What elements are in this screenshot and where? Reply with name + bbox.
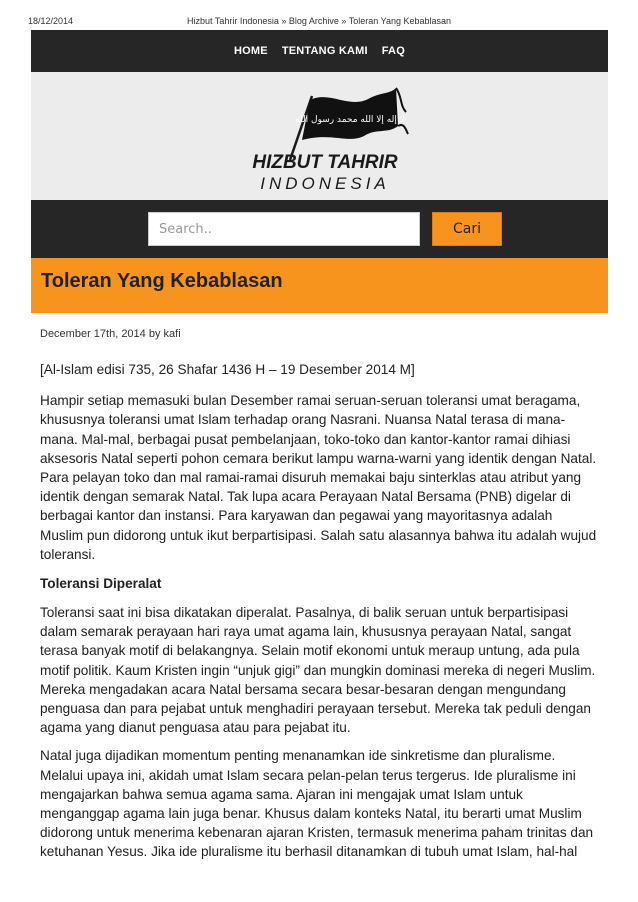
- search-bar: [31, 200, 608, 258]
- post-subheading: Toleransi Diperalat: [40, 576, 162, 592]
- flag-text: لا إله إلا الله محمد رسول الله: [295, 115, 405, 125]
- print-date: 18/12/2014: [28, 16, 74, 26]
- logo-line2: INDONESIA: [260, 174, 390, 193]
- nav-home[interactable]: HOME: [234, 45, 268, 57]
- page: [31, 30, 608, 902]
- post-content: [31, 328, 608, 862]
- top-nav: [31, 30, 608, 72]
- flag-icon: [302, 88, 398, 140]
- print-page-title: Hizbut Tahrir Indonesia » Blog Archive » Toleran Yang Kebablasan: [186, 16, 451, 26]
- post-meta: December 17th, 2014 by kafi: [40, 328, 181, 340]
- post-paragraph: Toleransi saat ini bisa dikatakan diperalat. Pasalnya, di balik seruan untuk berpartisipasi dalam semarak perayaan hari raya umat agama lain, khususnya perayaan Natal, sangat terasa banyak motif di belakangnya. Selain motif ekonomi untuk meraup untung, ada pula motif politik. Kaum Kristen ingin “unjuk gigi” dan mungkin dominasi mereka di negeri Muslim. Mereka mengadakan acara Natal bersama secara besar-besaran dengan mengundang penguasa dan para pejabat untuk menghadiri perayaan tersebut. Mereka tak peduli dengan agama yang dianut penguasa atau para pejabat itu.: [40, 605, 596, 736]
- nav-faq[interactable]: FAQ: [381, 45, 405, 57]
- search-button[interactable]: Cari: [432, 212, 502, 246]
- post-source: [Al-Islam edisi 735, 26 Shafar 1436 H – 19 Desember 2014 M]: [40, 362, 415, 377]
- site-logo[interactable]: [240, 82, 410, 194]
- post-paragraph: Hampir setiap memasuki bulan Desember ramai seruan-seruan toleransi umat beragama, khususnya toleransi umat Islam terhadap orang Nasrani. Nuansa Natal terasa di mana-mana. Mal-mal, berbagai pusat pembelanjaan, toko-toko dan kantor-kantor ramai dihiasi aksesoris Natal seperti pohon cemara berikut lampu warna-warni yang identik dengan Natal. Para pelayan toko dan mal ramai-ramai disuruh memakai baju sinterklas atau atribut yang identik dengan semarak Natal. Tak lupa acara Perayaan Natal Bersama (PNB) digelar di berbagai kantor dan instansi. Para karyawan dan pegawai yang mayoritasnya adalah Muslim pun didorong untuk ikut berpartisipasi. Salah satu alasannya bahwa itu adalah wujud toleransi.: [40, 393, 597, 562]
- logo-line1: HIZBUT TAHRIR: [252, 152, 398, 173]
- title-band: [31, 258, 608, 313]
- print-header: [0, 0, 638, 30]
- nav-tentang-kami[interactable]: TENTANG KAMI: [281, 45, 368, 57]
- post-paragraph: Natal juga dijadikan momentum penting menanamkan ide sinkretisme dan pluralisme. Melalui upaya ini, akidah umat Islam secara pelan-pelan terus tergerus. Ide pluralisme ini mengajarkan bahwa semua agama sama. Ajaran ini mengajak umat Islam untuk menganggap agama lain juga benar. Khusus dalam konteks Natal, itu berarti umat Muslim didorong untuk menerima kebenaran ajaran Kristen, termasuk menerima paham trinitas dan ketuhanan Yesus. Jika ide pluralisme itu berhasil ditanamkan di tubuh umat Islam, hal-hal: [40, 748, 594, 860]
- flag-ribbon: [396, 88, 406, 112]
- flag-ribbon: [398, 125, 408, 134]
- header-banner: [31, 72, 608, 200]
- post-title: Toleran Yang Kebablasan: [41, 270, 283, 292]
- search-input[interactable]: [148, 212, 420, 246]
